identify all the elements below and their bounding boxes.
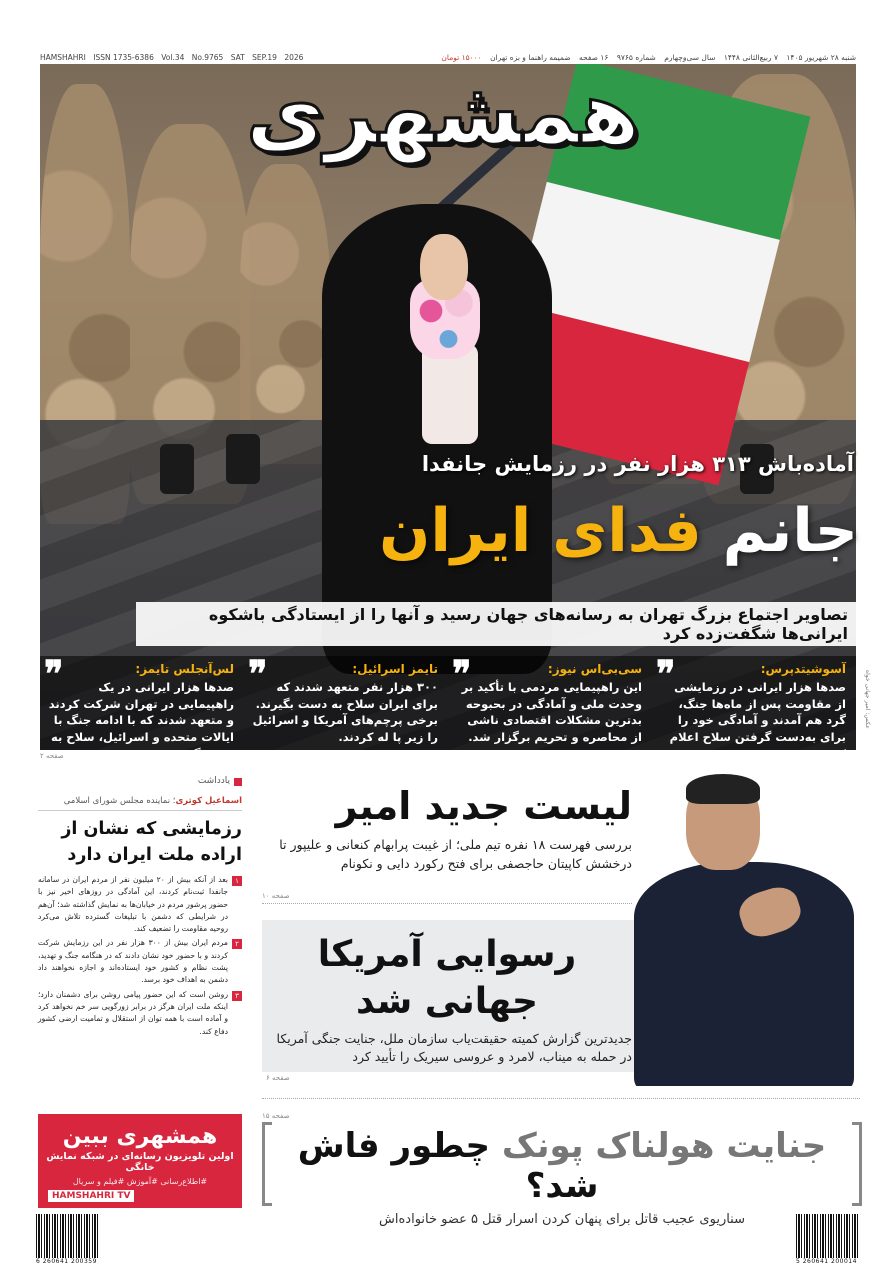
opinion-label: یادداشت [38,776,242,786]
paragraph-number: ۲ [232,939,242,949]
soldier-figure [240,164,330,464]
quote-mark-icon: ❞ [44,653,64,695]
quote-mark-icon: ❞ [248,653,268,695]
usa-story[interactable] [262,920,672,1072]
crime-page-ref: صفحه ۱۵ [262,1112,290,1120]
crime-headline-c: چطور فاش شد؟ [297,1126,599,1206]
ad-title: همشهری ببین [62,1124,218,1149]
divider [262,1098,860,1099]
opinion-paragraph [38,874,242,935]
issue-year-latin: 2026 [284,53,304,62]
masthead [125,64,761,164]
quote-text: این راهپیمایی مردمی با تأکید بر وحدت ملی و آمادگی در بحبوحه بدترین مشکلات اقتصادی ناشی از محاصره و تحریم برگزار شد. [461,680,642,745]
issue-year: سال سی‌وچهارم [664,53,716,62]
girl-face [420,234,468,300]
boot [160,444,194,494]
crime-story[interactable] [262,1122,862,1227]
headline-part-a: جانم [722,496,858,566]
barcode-left-number: 6 260641 200359 [36,1258,97,1265]
quote-mark-icon: ❞ [452,653,472,695]
issue-info-latin [40,52,308,64]
quote-source: سی‌بی‌اس نیوز: [547,662,642,676]
paragraph-number: ۳ [232,991,242,1001]
issue-hijri-date: ۷ ربیع‌الثانی ۱۴۴۸ [723,53,778,62]
quote-source: لس‌آنجلس تایمز: [135,662,234,676]
ad-brand: HAMSHAHRI TV [48,1190,134,1202]
issue-issn: ISSN 1735-6386 [93,53,154,62]
boot [226,434,260,484]
issue-brand-latin: HAMSHAHRI [40,53,86,62]
lead-page-ref: صفحه ۲ [40,752,64,760]
ad-subtitle: اولین تلویزیون رسانه‌ای در شبکه نمایش خانگی [46,1151,234,1173]
paragraph-number: ۱ [232,876,242,886]
girl-shirt [422,344,478,444]
opinion-column [38,776,242,1112]
crime-subhead: سناریوی عجیب قاتل برای پنهان کردن اسرار قتل ۵ عضو خانواده‌اش [379,1212,745,1227]
issue-month-day: SEP.19 [252,53,277,62]
issue-number: شماره ۹۷۶۵ [616,53,656,62]
issue-volume: Vol.34 [161,53,185,62]
opinion-paragraph [38,989,242,1038]
usa-headline: رسوایی آمریکا جهانی شد [317,934,577,1022]
issue-info-persian [435,52,856,64]
newspaper-logo: همشهری [246,64,640,164]
quote-mark-icon: ❞ [656,653,676,695]
usa-subhead: جدیدترین گزارش کمیته حقیقت‌یاب سازمان ملل، جنایت جنگی آمریکا در حمله به میناب، لامرد و عروسی سیریک را تأیید کرد [276,1030,632,1065]
issue-price: ۱۵۰۰۰ تومان [441,53,482,62]
media-quote [448,653,652,750]
issue-pages: ۱۶ صفحه [578,53,609,62]
usa-page-ref: صفحه ۶ [266,1074,290,1082]
headline-part-b: فدای ایران [379,496,702,566]
opinion-paragraph [38,937,242,986]
lead-subhead: تصاویر اجتماع بزرگ تهران به رسانه‌های جهان رسید و آنها را از ایستادگی باشکوه ایرانی‌ها شگفت‌زده کرد [136,602,856,646]
quote-text: صدها هزار ایرانی در یک راهپیمایی در تهران شرکت کردند و متعهد شدند که با ادامه جنگ با ایالات متحده و اسرائیل، سلاح به دست گیرند. [48,680,234,761]
barcode-right-number: 5 260641 200014 [796,1258,857,1265]
sport-headline: لیست جدید امیر [335,784,632,828]
crime-headline-b: پونک [501,1126,584,1166]
bracket-right-icon [852,1122,862,1206]
barcode-right [796,1214,860,1258]
ad-tags: #اطلاع‌رسانی #آموزش #فیلم و سریال [72,1177,208,1186]
crime-headline [262,1126,862,1206]
sport-page-ref: صفحه ۱۰ [262,892,290,900]
issue-date: شنبه ۲۸ شهریور ۱۴۰۵ [786,53,856,62]
issue-weekday: SAT [230,53,245,62]
media-quote [652,653,856,761]
hamshahri-tv-ad[interactable] [38,1114,242,1208]
media-quote [244,653,448,750]
paragraph-text: بعد از آنکه بیش از ۲۰ میلیون نفر از مردم ایران در سامانه جانفدا ثبت‌نام کردند، این آمادگی در روزهای اخیر نیز با حضور پرشور مردم در خیابان‌ها به نمایش گذاشته شد؛ آن‌هم در شرایطی که دشمن با تبلیغات گسترده تلاش می‌کرد روحیه مقاومت را تضعیف کند. [38,875,228,934]
crime-headline-a: جنایت هولناک [595,1126,827,1166]
quote-text: ۳۰۰ هزار نفر متعهد شدند که برای ایران سلاح به دست بگیرند. برخی پرچم‌های آمریکا و اسرائیل را زیر پا له کردند. [252,680,438,745]
lead-photo [40,64,856,750]
issue-supplement: ضمیمه راهنما و بزه تهران [490,53,571,62]
bracket-left-icon [262,1122,272,1206]
barcode-left [36,1214,100,1258]
issue-number-latin: No.9765 [191,53,224,62]
lead-headline [298,498,858,564]
opinion-author [38,796,242,811]
opinion-body [38,874,242,1040]
sport-subhead: بررسی فهرست ۱۸ نفره تیم ملی؛ از غیبت پرابهام کنعانی و علیپور تا درخشش کاپیتان حاجصفی برای فتح رکورد دایی و نکونام [279,837,632,871]
sport-story[interactable] [262,776,632,900]
coach-body [634,862,854,1086]
issue-info-bar [40,52,856,64]
coach-photo [634,770,860,1086]
quote-text: صدها هزار ایرانی در رزمایشی از مقاومت پس از ماه‌ها جنگ، گرد هم آمدند و آمادگی خود را برای به‌دست گرفتن سلاح اعلام کردند. [669,680,846,761]
photo-credit: عکس: امیر جهانی خواه [864,670,871,729]
paragraph-text: روشن است که این حضور پیامی روشن برای دشمنان دارد؛ اینکه ملت ایران هرگز در برابر زورگویی سر خم نخواهد کرد و آماده است با همه توان از استقلال و تمامیت ارضی کشور دفاع کند. [38,989,228,1036]
coach-hair [686,774,760,804]
quote-source: تایمز اسرائیل: [352,662,438,676]
author-role: ؛ نماینده مجلس شورای اسلامی [63,796,176,806]
quote-source: آسوشیتدپرس: [760,662,846,676]
divider [262,903,632,904]
lead-kicker: آماده‌باش ۳۱۳ هزار نفر در رزمایش جانفدا [421,452,854,476]
opinion-title: رزمایشی که نشان از اراده ملت ایران دارد [61,819,242,866]
paragraph-text: مردم ایران بیش از ۳۰۰ هزار نفر در این رزمایش شرکت کردند و با حضور خود نشان دادند که در هنگامه جنگ و تهدید، پشت نظام و کشور خود ایستاده‌اند و اجازه نخواهند داد دشمن به اهداف خود برسد. [38,938,228,985]
author-name: اسماعیل کوثری [175,796,242,806]
